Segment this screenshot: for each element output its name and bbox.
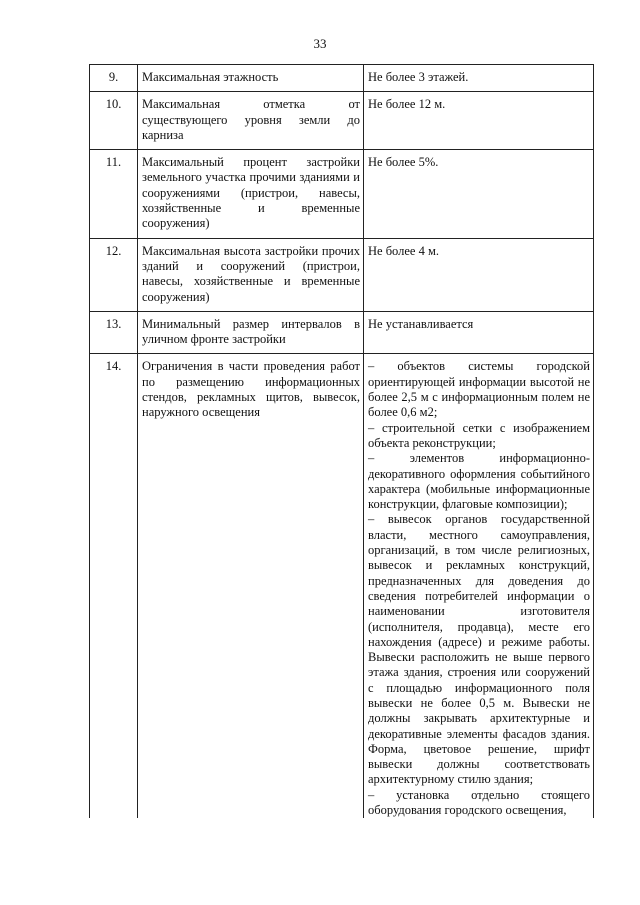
row-number: 10.: [90, 92, 138, 150]
row-number: 12.: [90, 238, 138, 311]
row-number: 11.: [90, 150, 138, 238]
parameter-name: Максимальная этажность: [138, 65, 364, 92]
parameter-name: Максимальный процент застройки земельного участка прочими зданиями и сооружениями (пристрои, навесы, хозяйственные и временные сооружения): [138, 150, 364, 238]
parameter-value: Не более 4 м.: [364, 238, 594, 311]
list-item: – элементов информационно-декоративного оформления событийного характера (мобильные информационные конструкции, флаговые композиции);: [368, 451, 590, 512]
parameter-value: Не устанавливается: [364, 311, 594, 354]
parameter-value: Не более 12 м.: [364, 92, 594, 150]
parameter-name: Максимальная отметка от существующего уровня земли до карниза: [138, 92, 364, 150]
table-row: [90, 65, 594, 92]
list-item: – объектов системы городской ориентирующей информации высотой не более 2,5 м с информационным полем не более 0,6 м2;: [368, 359, 590, 420]
regulations-table: [89, 64, 594, 818]
parameter-value: Не более 3 этажей.: [364, 65, 594, 92]
row-number: 13.: [90, 311, 138, 354]
row-number: 14.: [90, 354, 138, 818]
page-number: 33: [313, 36, 327, 51]
row-number: 9.: [90, 65, 138, 92]
table-row: [90, 150, 594, 238]
parameter-value-list: [364, 354, 594, 818]
table-row: [90, 92, 594, 150]
parameter-name: Ограничения в части проведения работ по размещению информационных стендов, рекламных щитов, вывесок, наружного освещения: [138, 354, 364, 818]
parameter-value: Не более 5%.: [364, 150, 594, 238]
list-item: – установка отдельно стоящего оборудования городского освещения,: [368, 787, 590, 818]
list-item: – вывесок органов государственной власти, местного самоуправления, организаций, в том числе религиозных, вывесок и рекламных конструкций, предназначенных для доведения до сведения потребителей информации о наименовании изготовителя (исполнителя, продавца), месте его нахождения (адресе) и режиме работы. Вывески расположить не выше первого этажа здания, строения или сооружений с площадью информационного поля вывески не более 0,5 м. Вывески не должны закрывать архитектурные и декоративные элементы фасадов здания. Форма, цветовое решение, шрифт вывески должны соответствовать архитектурному стилю здания;: [368, 512, 590, 787]
list-item: – строительной сетки с изображением объекта реконструкции;: [368, 420, 590, 450]
parameter-name: Максимальная высота застройки прочих зданий и сооружений (пристрои, навесы, хозяйственные и временные сооружения): [138, 238, 364, 311]
table-row: [90, 354, 594, 818]
table-row: [90, 238, 594, 311]
parameter-name: Минимальный размер интервалов в уличном фронте застройки: [138, 311, 364, 354]
table-row: [90, 311, 594, 354]
